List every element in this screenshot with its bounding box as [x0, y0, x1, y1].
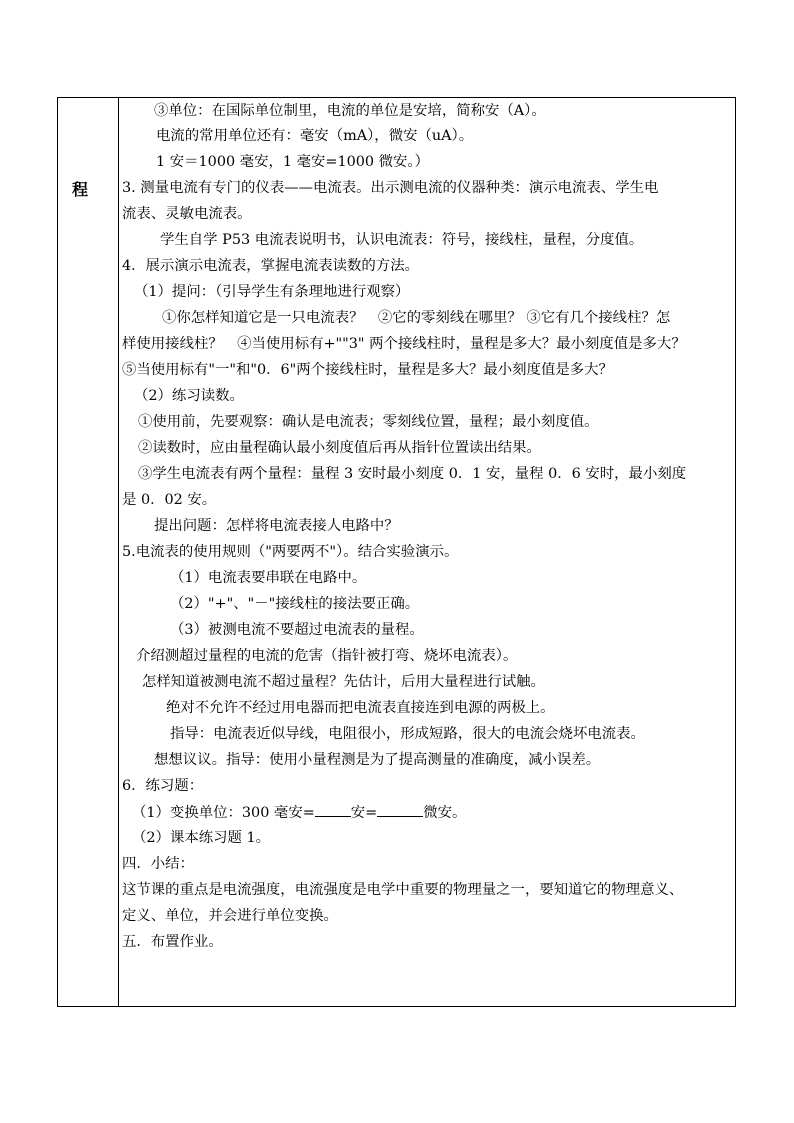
text-line: 绝对不允许不经过用电器而把电流表直接连到电源的两极上。	[166, 700, 555, 716]
text-line: ①你怎样知道它是一只电流表？ ②它的零刻线在哪里？ ③它有几个接线柱？怎	[162, 310, 671, 326]
text-line: 这节课的重点是电流强度，电流强度是电学中重要的物理量之一，要知道它的物理意义、	[122, 882, 684, 898]
section-label: 程	[72, 180, 89, 199]
text-line: 指导：电流表近似导线，电阻很小，形成短路，很大的电流会烧坏电流表。	[170, 726, 645, 742]
text-line: （2）课本练习题 1。	[132, 830, 271, 846]
text-line: 流表、灵敏电流表。	[122, 206, 252, 222]
answer-blank-2	[377, 802, 423, 817]
text-line: （2）练习读数。	[134, 388, 244, 404]
text-line: 是 0．02 安。	[122, 492, 217, 508]
text-line: （3）被测电流不要超过电流表的量程。	[170, 622, 424, 638]
text-line: ②读数时，应由量程确认最小刻度值后再从指针位置读出结果。	[138, 440, 541, 456]
text-line: （2）"+"、"－"接线柱的接法要正确。	[170, 596, 420, 612]
text-line: （1）电流表要串联在电路中。	[170, 570, 367, 586]
text-line: 3. 测量电流有专门的仪表——电流表。出示测电流的仪器种类：演示电流表、学生电	[122, 180, 659, 196]
text-line: 介绍测超过量程的电流的危害（指针被打弯、烧坏电流表）。	[136, 648, 518, 664]
text-line: 想想议议。指导：使用小量程测是为了提高测量的准确度，减小误差。	[154, 752, 601, 768]
exercise-middle: 安=	[350, 805, 378, 821]
text-line: 五．布置作业。	[122, 934, 223, 950]
text-line: 5.电流表的使用规则（"两要两不"）。结合实验演示。	[122, 544, 459, 560]
text-line: 1 安＝1000 毫安，1 毫安=1000 微安。）	[156, 154, 430, 170]
column-divider	[118, 97, 119, 1007]
text-line: 4．展示演示电流表，掌握电流表读数的方法。	[122, 258, 419, 274]
text-line: 电流的常用单位还有：毫安（mA），微安（uA）。	[156, 128, 474, 144]
text-line: ③单位：在国际单位制里，电流的单位是安培，简称安（A）。	[154, 103, 546, 119]
text-line: 四．小结：	[122, 856, 194, 872]
exercise-line	[132, 802, 466, 823]
text-line: 怎样知道被测电流不超过量程？先估计，后用大量程进行试触。	[142, 674, 545, 690]
exercise-prefix: （1）变换单位：300 毫安=	[132, 805, 315, 821]
text-line: 学生自学 P53 电流表说明书，认识电流表：符号，接线柱，量程，分度值。	[160, 232, 644, 248]
text-line: ①使用前，先要观察：确认是电流表；零刻线位置，量程；最小刻度值。	[138, 414, 599, 430]
text-line: 6．练习题：	[122, 778, 204, 794]
text-line: （1）提问：（引导学生有条理地进行观察）	[134, 284, 410, 300]
exercise-suffix: 微安。	[423, 805, 467, 821]
answer-blank-1	[315, 802, 351, 817]
text-line: 提出问题：怎样将电流表接人电路中？	[154, 518, 399, 534]
text-line: 样使用接线柱？ ④当使用标有+""3" 两个接线柱时，量程是多大？最小刻度值是多大？	[122, 336, 686, 352]
text-line: ⑤当使用标有"一"和"0．6"两个接线柱时，量程是多大？最小刻度值是多大？	[122, 362, 613, 378]
text-line: 定义、单位，并会进行单位变换。	[122, 908, 338, 924]
text-line: ③学生电流表有两个量程：量程 3 安时最小刻度 0．1 安，量程 0．6 安时，最小刻度	[138, 466, 687, 482]
